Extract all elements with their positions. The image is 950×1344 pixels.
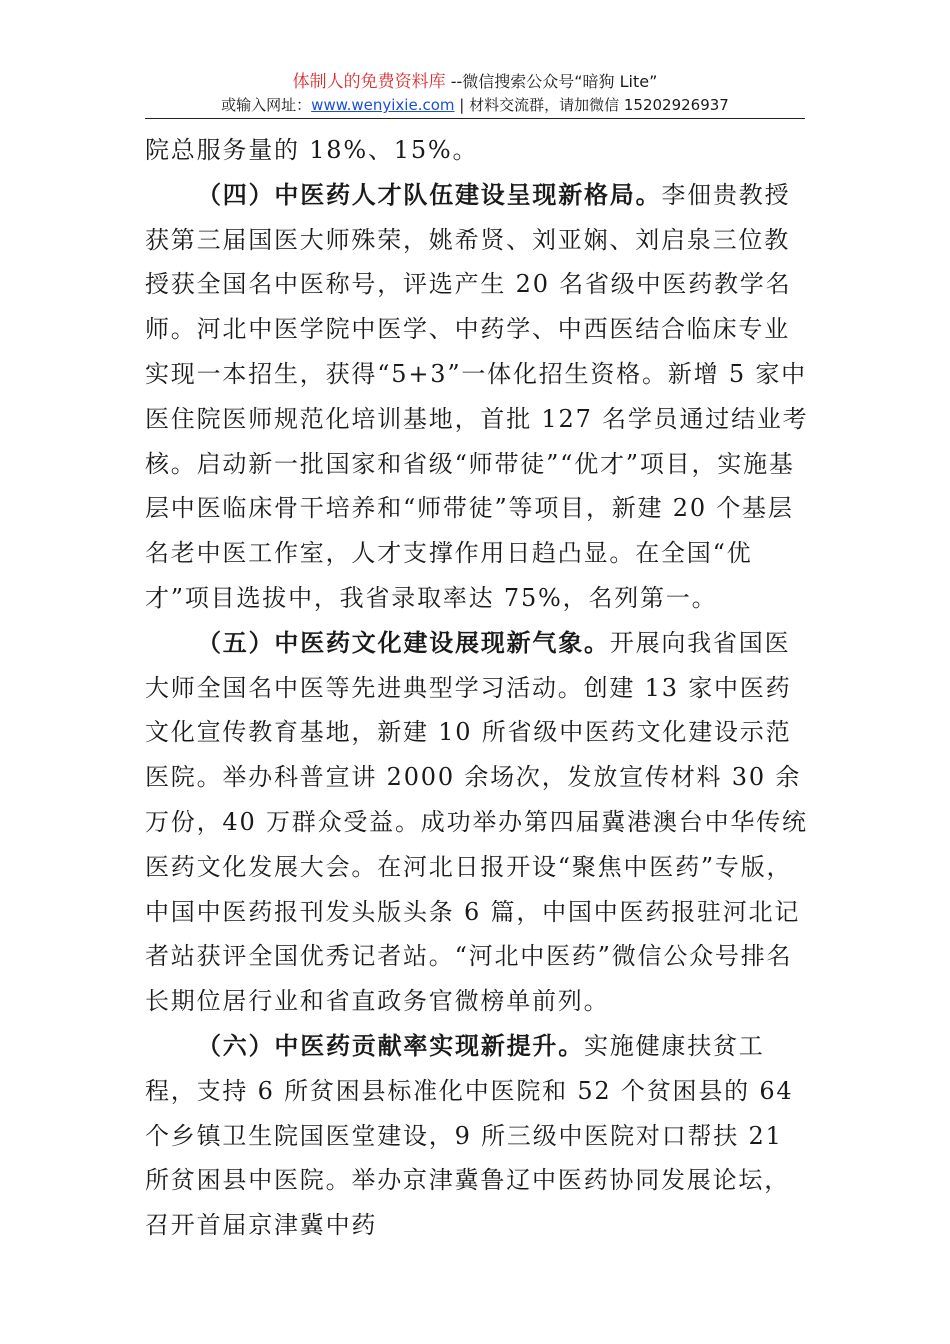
- header-brand: 体制人的免费资料库: [292, 72, 446, 92]
- page-header: [145, 70, 805, 116]
- header-url-prefix: 或输入网址：: [221, 96, 312, 114]
- header-tagline: --微信搜索公众号“暗狗 Lite”: [445, 72, 658, 91]
- paragraph-heading: （四）中医药人才队伍建设呈现新格局。: [197, 180, 662, 209]
- paragraph-heading: （六）中医药贡献率实现新提升。: [197, 1031, 584, 1060]
- paragraph-culture: [145, 621, 815, 1024]
- paragraph-text: 院总服务量的 18%、15%。: [145, 136, 479, 164]
- header-contact-line: [145, 94, 805, 116]
- paragraph-heading: （五）中医药文化建设展现新气象。: [197, 628, 610, 657]
- paragraph-continuation: [145, 128, 815, 173]
- header-contact: | 材料交流群，请加微信 15202926937: [454, 96, 729, 114]
- header-website-link[interactable]: www.wenyixie.com: [311, 96, 455, 114]
- paragraph-text: 开展向我省国医大师全国名中医等先进典型学习活动。创建 13 家中医药文化宣传教育基地，新建 10 所省级中医药文化建设示范医院。举办科普宣讲 2000 余场次，发放宣传材料 30 余万份，40 万群众受益。成功举办第四届冀港澳台中华传统医药文化发展大会。在河北日报开设“聚焦中医药”专版，中国中医药报刊发头版头条 6 篇，中国中医药报驻河北记者站获评全国优秀记者站。“河北中医药”微信公众号排名长期位居行业和省直政务官微榜单前列。: [145, 628, 808, 1016]
- paragraph-contribution: [145, 1024, 815, 1248]
- paragraph-text: 实施健康扶贫工程，支持 6 所贫困县标准化中医院和 52 个贫困县的 64 个乡镇卫生院国医堂建设，9 所三级中医院对口帮扶 21 所贫困县中医院。举办京津冀鲁辽中医药协同发展论坛，召开首届京津冀中药: [145, 1031, 794, 1240]
- paragraph-talent-team: [145, 173, 815, 621]
- document-body: [145, 128, 815, 1248]
- paragraph-text: 李佃贵教授获第三届国医大师殊荣，姚希贤、刘亚娴、刘启泉三位教授获全国名中医称号，评选产生 20 名省级中医药教学名师。河北中医学院中医学、中药学、中西医结合临床专业实现一本招生，获得“5+3”一体化招生资格。新增 5 家中医住院医师规范化培训基地，首批 127 名学员通过结业考核。启动新一批国家和省级“师带徒”“优才”项目，实施基层中医临床骨干培养和“师带徒”等项目，新建 20 个基层名老中医工作室，人才支撑作用日趋凸显。在全国“优才”项目选拔中，我省录取率达 75%，名列第一。: [145, 180, 809, 612]
- header-divider: [145, 118, 805, 119]
- header-title-line: [145, 70, 805, 94]
